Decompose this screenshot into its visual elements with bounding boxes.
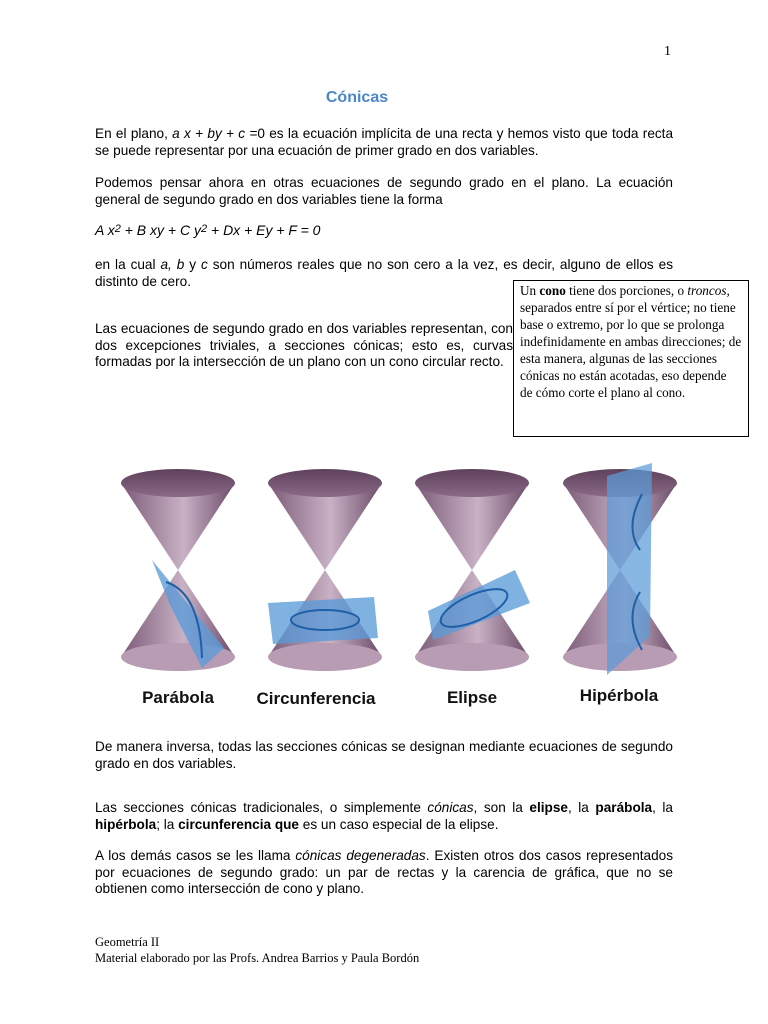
hyperbola-label: Hipérbola [579, 686, 659, 705]
paragraph-conic-sections: Las ecuaciones de segundo grado en dos variables representan, con dos excepciones triviales, a secciones cónicas; esto es, curvas formadas por la intersección de un plano con un cono circular recto. [95, 321, 513, 369]
paragraph-coefficients: en la cual a, b y c son números reales que no son cero a la vez, es decir, alguno de ellos es distinto de cero. [95, 257, 673, 289]
paragraph-line-equation: En el plano, a x + by + c =0 es la ecuación implícita de una recta y hemos visto que toda recta se puede representar por una ecuación de primer grado en dos variables. [95, 126, 674, 158]
footer-course: Geometría II [95, 935, 160, 949]
parabola-cone [121, 469, 235, 671]
ellipse-cone [415, 469, 530, 671]
page-number: 1 [664, 44, 671, 59]
footer [95, 934, 419, 966]
paragraph-traditional-conics: Las secciones cónicas tradicionales, o simplemente cónicas, son la elipse, la parábola, la hipérbola; la circunferencia que es un caso especial de la elipse. [95, 800, 673, 832]
ellipse-label: Elipse [446, 688, 498, 707]
circle-cone [268, 469, 382, 671]
parabola-label: Parábola [142, 688, 214, 707]
general-quadratic-formula: A $x^2 + B$ xy + C $y^2 + Dx + Ey + F = 0$ [95, 222, 321, 238]
page-title: Cónicas [325, 89, 389, 106]
hyperbola-cone [563, 463, 677, 675]
conic-sections-figure [104, 458, 684, 720]
paragraph-general-equation: Podemos pensar ahora en otras ecuaciones de segundo grado en el plano. La ecuación general de segundo grado en dos variables tiene la forma [95, 175, 673, 207]
paragraph-degenerate-conics: A los demás casos se les llama cónicas degeneradas. Existen otros dos casos representados por ecuaciones de segundo grado: un par de rectas y la carencia de gráfica, que no se obtienen como intersección de cono y plano. [95, 848, 674, 896]
cone-note-box: Un cono tiene dos porciones, o troncos, separados entre sí por el vértice; no tiene base o extremo, por lo que se prolonga indefinidamente en ambas direcciones; de esta manera, algunas de las secciones cónicas no están acotadas, eso depende de cómo corte el plano al cono. [513, 280, 749, 437]
paragraph-inverse: De manera inversa, todas las secciones cónicas se designan mediante ecuaciones de segundo grado en dos variables. [95, 739, 673, 771]
footer-authors: Material elaborado por las Profs. Andrea Barrios y Paula Bordón [95, 951, 420, 965]
circle-label: Circunferencia [256, 689, 376, 708]
